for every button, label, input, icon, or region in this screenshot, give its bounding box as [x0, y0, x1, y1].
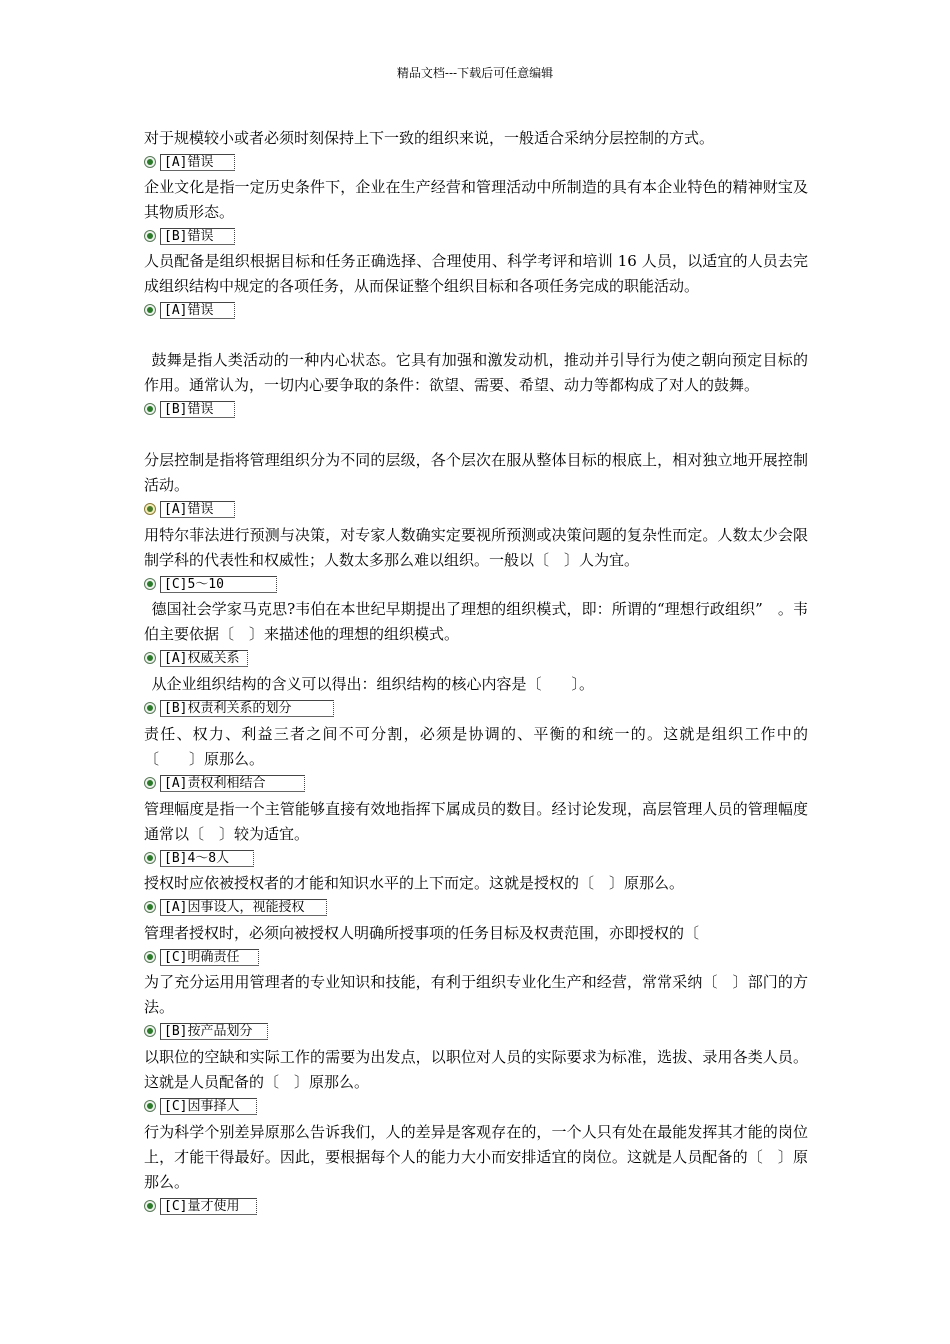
question-text: 管理者授权时，必须向被授权人明确所授事项的任务目标及权责范围，亦即授权的〔	[144, 924, 700, 942]
radio-selected-icon[interactable]	[144, 1200, 156, 1212]
question-text: 企业文化是指一定历史条件下，企业在生产经营和管理活动中所制造的具有本企业特色的精神财宝及其物质形态。	[144, 178, 808, 221]
answer-row	[144, 398, 808, 420]
question-text: 以职位的空缺和实际工作的需要为出发点，以职位对人员的实际要求为标准，选拔、录用各类人员。这就是人员配备的〔 〕原那么。	[144, 1048, 808, 1091]
question-item	[144, 722, 808, 794]
answer-row	[144, 151, 808, 173]
question-item	[144, 175, 808, 247]
radio-selected-icon[interactable]	[144, 1025, 156, 1037]
question-item	[144, 448, 808, 520]
radio-selected-icon[interactable]	[144, 403, 156, 415]
answer-box: [C]明确责任	[160, 949, 259, 966]
answer-row	[144, 946, 808, 968]
question-text: 管理幅度是指一个主管能够直接有效地指挥下属成员的数目。经讨论发现，高层管理人员的管理幅度通常以〔 〕较为适宜。	[144, 800, 808, 843]
radio-selected-icon[interactable]	[144, 852, 156, 864]
answer-box: [A]错误	[160, 302, 235, 319]
answer-row	[144, 847, 808, 869]
question-text: 鼓舞是指人类活动的一种内心状态。它具有加强和激发动机，推动并引导行为使之朝向预定目标的作用。通常认为，一切内心要争取的条件：欲望、需要、希望、动力等都构成了对人的鼓舞。	[144, 351, 808, 394]
question-item	[144, 348, 808, 420]
answer-row	[144, 299, 808, 321]
question-item	[144, 871, 808, 918]
question-item	[144, 126, 808, 173]
question-text: 对于规模较小或者必须时刻保持上下一致的组织来说，一般适合采纳分层控制的方式。	[144, 129, 715, 147]
question-text: 授权时应依被授权者的才能和知识水平的上下而定。这就是授权的〔 〕原那么。	[144, 874, 685, 892]
answer-box: [A]错误	[160, 154, 235, 171]
answer-row	[144, 1195, 808, 1217]
answer-row	[144, 697, 808, 719]
answer-box: [B]按产品划分	[160, 1023, 268, 1040]
question-item	[144, 1120, 808, 1217]
answer-box: [A]责权利相结合	[160, 775, 305, 792]
answer-box: [A]错误	[160, 501, 235, 518]
question-item	[144, 672, 808, 719]
radio-selected-icon[interactable]	[144, 503, 156, 515]
answer-box: [B]错误	[160, 228, 235, 245]
question-text: 责任、权力、利益三者之间不可分割，必须是协调的、平衡的和统一的。这就是组织工作中的〔 〕原那么。	[144, 725, 808, 768]
page-header: 精品文档---下载后可任意编辑	[396, 66, 554, 80]
question-text: 从企业组织结构的含义可以得出：组织结构的核心内容是〔 〕。	[151, 675, 595, 693]
question-text: 为了充分运用用管理者的专业知识和技能，有利于组织专业化生产和经营，常常采纳〔 〕部门的方法。	[144, 973, 808, 1016]
answer-row	[144, 896, 808, 918]
answer-row	[144, 647, 808, 669]
answer-box: [C]量才使用	[160, 1198, 257, 1215]
radio-selected-icon[interactable]	[144, 304, 156, 316]
answer-box: [A]权威关系	[160, 650, 248, 667]
answer-row	[144, 1020, 808, 1042]
answer-box: [A]因事设人，视能授权	[160, 899, 327, 916]
answer-row	[144, 225, 808, 247]
radio-selected-icon[interactable]	[144, 156, 156, 168]
answer-box: [C]因事择人	[160, 1098, 257, 1115]
question-text: 行为科学个别差异原那么告诉我们，人的差异是客观存在的，一个人只有处在最能发挥其才能的岗位上，才能干得最好。因此，要根据每个人的能力大小而安排适宜的岗位。这就是人员配备的〔 〕原那么。	[144, 1123, 808, 1191]
question-text: 德国社会学家马克思?韦伯在本世纪早期提出了理想的组织模式，即：所谓的“理想行政组织” 。韦伯主要依据〔 〕来描述他的理想的组织模式。	[144, 600, 808, 643]
radio-selected-icon[interactable]	[144, 652, 156, 664]
question-item	[144, 597, 808, 669]
radio-selected-icon[interactable]	[144, 951, 156, 963]
question-item	[144, 523, 808, 595]
radio-selected-icon[interactable]	[144, 901, 156, 913]
question-text: 人员配备是组织根据目标和任务正确选择、合理使用、科学考评和培训 16 人员，以适宜的人员去完成组织结构中规定的各项任务，从而保证整个组织目标和各项任务完成的职能活动。	[144, 252, 808, 295]
radio-selected-icon[interactable]	[144, 230, 156, 242]
answer-box: [B]4～8人	[160, 850, 254, 867]
answer-row	[144, 772, 808, 794]
answer-box: [B]错误	[160, 401, 235, 418]
answer-box: [B]权责利关系的划分	[160, 700, 334, 717]
radio-selected-icon[interactable]	[144, 702, 156, 714]
answer-row	[144, 498, 808, 520]
radio-selected-icon[interactable]	[144, 578, 156, 590]
question-item	[144, 797, 808, 869]
radio-selected-icon[interactable]	[144, 1100, 156, 1112]
question-text: 分层控制是指将管理组织分为不同的层级，各个层次在服从整体目标的根底上，相对独立地开展控制活动。	[144, 451, 808, 494]
question-item	[144, 921, 808, 968]
question-item	[144, 1045, 808, 1117]
answer-row	[144, 573, 808, 595]
radio-selected-icon[interactable]	[144, 777, 156, 789]
answer-row	[144, 1095, 808, 1117]
question-item	[144, 249, 808, 321]
question-item	[144, 970, 808, 1042]
question-text: 用特尔菲法进行预测与决策，对专家人数确实定要视所预测或决策问题的复杂性而定。人数太少会限制学科的代表性和权威性；人数太多那么难以组织。一般以〔 〕人为宜。	[144, 526, 808, 569]
answer-box: [C]5～10	[160, 576, 277, 593]
